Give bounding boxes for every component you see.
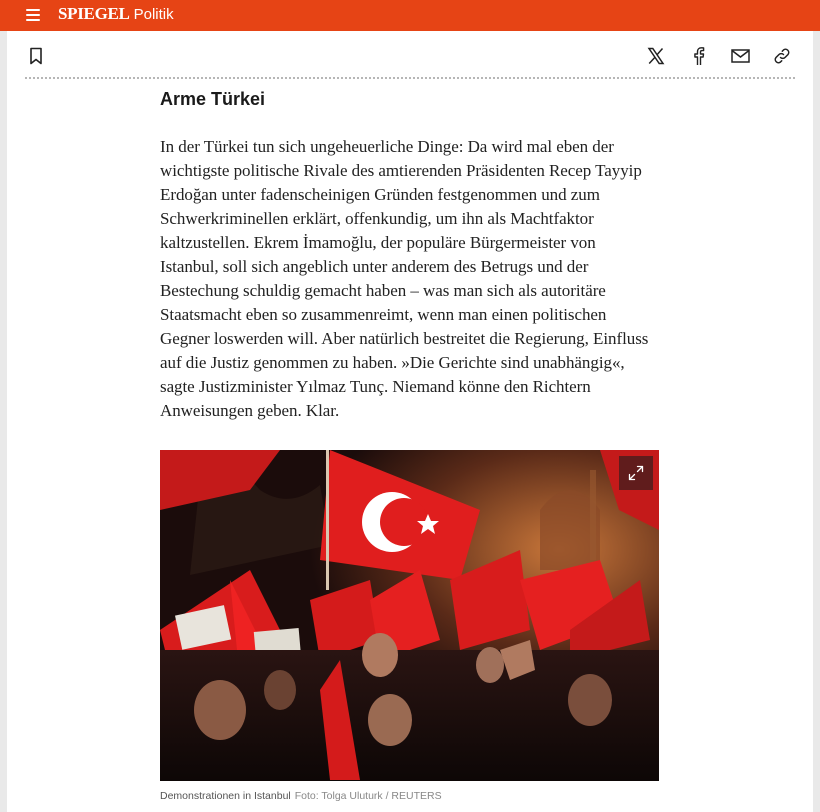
- article-photo[interactable]: [160, 450, 659, 781]
- paragraph-line: Istanbul, soll sich angeblich unter anderem des Betrugs und der: [160, 257, 589, 276]
- paragraph-line: In der Türkei tun sich ungeheuerliche Dinge: Da wird mal eben der: [160, 137, 614, 156]
- article-page: [7, 31, 813, 812]
- paragraph-line: Staatsmacht eben so zusammenreimt, wenn man einen politischen: [160, 305, 607, 324]
- bookmark-icon[interactable]: [25, 45, 47, 67]
- paragraph-line: auf die Justiz genommen zu haben. »Die Gerichte sind unabhängig«,: [160, 353, 625, 372]
- mail-icon[interactable]: [729, 45, 751, 67]
- photo-caption: [160, 790, 442, 802]
- paragraph-line: sagte Justizminister Yılmaz Tunç. Niemand könne den Richtern: [160, 377, 591, 396]
- expand-icon[interactable]: [619, 456, 653, 490]
- photo-credit: Foto: Tolga Uluturk / REUTERS: [294, 790, 442, 802]
- toolbar-divider: [25, 77, 795, 79]
- site-logo[interactable]: [58, 4, 174, 24]
- article-toolbar: [7, 31, 813, 79]
- paragraph-line: Bestechung schuldig gemacht haben – was man sich als autoritäre: [160, 281, 606, 300]
- paragraph-line: Erdoğan unter fadenscheinigen Gründen festgenommen und zum: [160, 185, 600, 204]
- paragraph-line: Gegner loswerden will. Aber natürlich bestreitet die Regierung, Einfluss: [160, 329, 649, 348]
- section-name[interactable]: Politik: [133, 6, 174, 23]
- protest-photo-illustration: [160, 450, 659, 781]
- section-heading: Arme Türkei: [160, 89, 266, 109]
- hamburger-icon[interactable]: [26, 8, 42, 22]
- top-navigation-bar: [0, 0, 820, 31]
- article-paragraph: [160, 135, 665, 423]
- brand-name: SPIEGEL: [58, 4, 130, 23]
- x-icon[interactable]: [645, 45, 667, 67]
- caption-text: Demonstrationen in Istanbul: [160, 790, 291, 802]
- facebook-icon[interactable]: [687, 45, 709, 67]
- paragraph-line: Anweisungen geben. Klar.: [160, 401, 340, 420]
- paragraph-line: wichtigste politische Rivale des amtierenden Präsidenten Recep Tayyip: [160, 161, 642, 180]
- link-icon[interactable]: [771, 45, 793, 67]
- paragraph-line: Schwerkriminellen erklärt, offenkundig, um ihn als Machtfaktor: [160, 209, 594, 228]
- paragraph-line: kaltzustellen. Ekrem İmamoğlu, der populäre Bürgermeister von: [160, 233, 596, 252]
